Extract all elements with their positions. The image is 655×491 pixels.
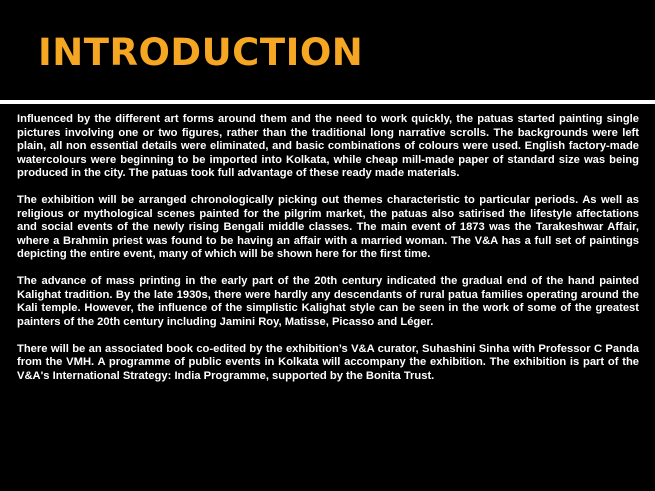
title-divider <box>0 100 655 104</box>
slide-title: INTRODUCTION <box>38 31 364 74</box>
paragraph-3: The advance of mass printing in the early part of the 20th century indicated the gradual end of the hand painted Kalighat tradition. By the late 1930s, there were hardly any descendants of rural patua families operating around the Kali temple. However, the influence of the simplistic Kalighat style can be seen in the work of some of the greatest painters of the 20th century including Jamini Roy, Matisse, Picasso and Léger. <box>17 275 639 328</box>
slide-body <box>17 113 639 397</box>
paragraph-2: The exhibition will be arranged chronologically picking out themes characteristic to particular periods. As well as religious or mythological scenes painted for the pilgrim market, the patuas also satirised the lifestyle affectations and social events of the newly rising Bengali middle classes. The main event of 1873 was the Tarakeshwar Affair, where a Brahmin priest was found to be having an affair with a married woman. The V&A has a full set of paintings depicting the entire event, many of which will be shown here for the first time. <box>17 194 639 260</box>
paragraph-4: There will be an associated book co-edited by the exhibition’s V&A curator, Suhashini Sinha with Professor C Panda from the VMH. A programme of public events in Kolkata will accompany the exhibition. The exhibition is part of the V&A's International Strategy: India Programme, supported by the Bonita Trust. <box>17 342 639 382</box>
paragraph-1: Influenced by the different art forms around them and the need to work quickly, the patuas started painting single pictures involving one or two figures, rather than the traditional long narrative scrolls. The backgrounds were left plain, all non essential details were eliminated, and basic combinations of colours were used. English factory-made watercolours were beginning to be imported into Kolkata, while cheap mill-made paper of standard size was being produced in the city. The patuas took full advantage of these ready made materials. <box>17 113 639 179</box>
